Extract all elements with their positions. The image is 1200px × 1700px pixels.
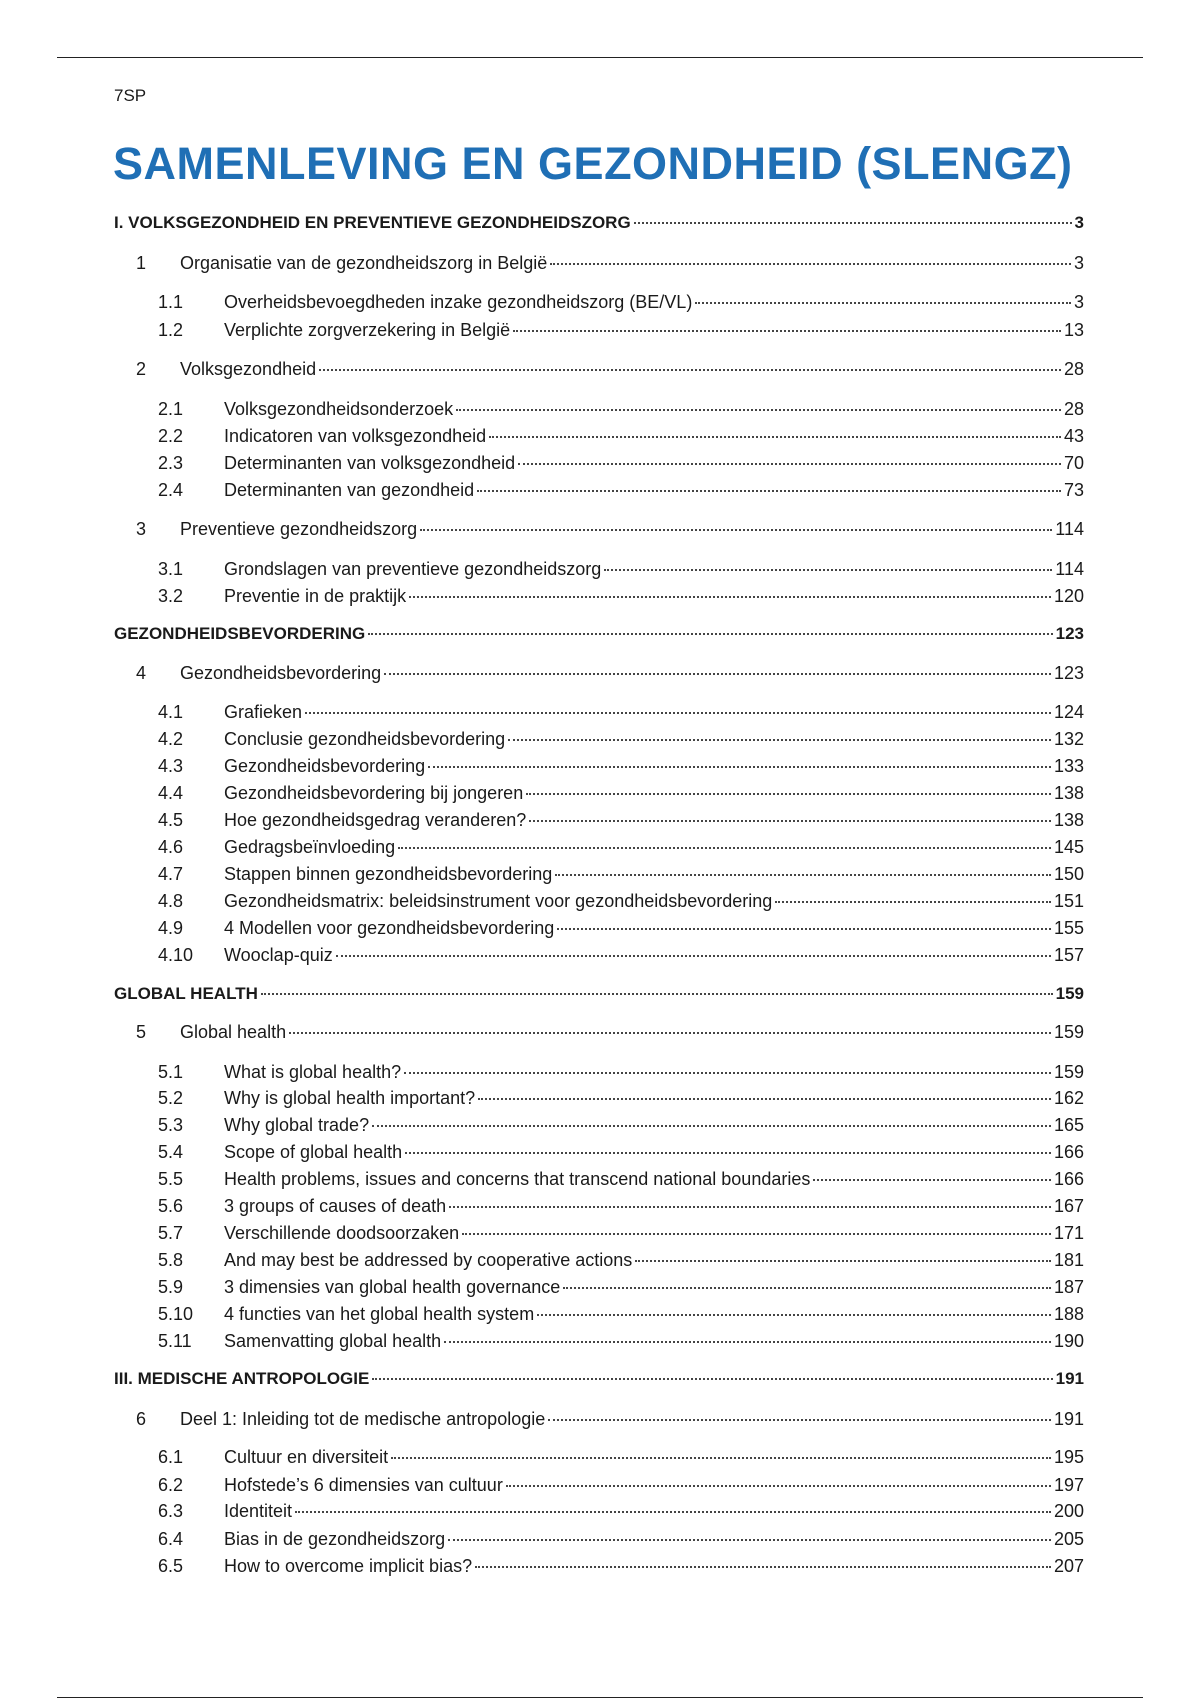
toc-entry[interactable] (136, 358, 1084, 380)
toc-entry-number: 6.4 (158, 1529, 184, 1549)
toc-entry-page: 124 (1053, 702, 1084, 722)
toc-entry-label: GLOBAL HEALTH (114, 984, 258, 1003)
toc-entry-number: 5.11 (158, 1331, 192, 1351)
toc-entry-number: 6 (136, 1409, 147, 1429)
toc-entry-number: 6.3 (158, 1501, 184, 1521)
toc-entry-number: 5.3 (158, 1115, 184, 1135)
toc-entry-number: 4.5 (158, 810, 184, 830)
toc-dot-leader (391, 1457, 1051, 1459)
toc-entry-number: 5.2 (158, 1088, 184, 1108)
toc-entry-page: 162 (1053, 1088, 1084, 1108)
toc-entry-page: 145 (1053, 837, 1084, 857)
toc-entry-page: 159 (1053, 1062, 1084, 1082)
toc-entry-label: Deel 1: Inleiding tot de medische antropologie (180, 1409, 546, 1429)
toc-dot-leader (555, 874, 1051, 876)
toc-dot-leader (405, 1152, 1051, 1154)
toc-entry-number: 5.10 (158, 1304, 194, 1324)
toc-entry-number: 6.2 (158, 1475, 184, 1495)
toc-dot-leader (526, 793, 1051, 795)
toc-entry-page: 188 (1053, 1304, 1084, 1324)
toc-entry-page: 73 (1063, 480, 1084, 500)
toc-dot-leader (462, 1233, 1051, 1235)
toc-entry-label: Preventieve gezondheidszorg (180, 519, 418, 539)
toc-entry[interactable] (158, 585, 1084, 607)
toc-dot-leader (478, 1098, 1051, 1100)
toc-entry-number: 4.1 (158, 702, 184, 722)
toc-entry-page: 159 (1055, 984, 1084, 1003)
toc-entry[interactable] (158, 1446, 1084, 1468)
toc-entry[interactable] (158, 944, 1084, 966)
toc-entry-number: 2.4 (158, 480, 184, 500)
toc-entry-page: 138 (1053, 810, 1084, 830)
toc-entry[interactable] (158, 1330, 1084, 1352)
toc-dot-leader (557, 928, 1051, 930)
toc-entry[interactable] (158, 319, 1084, 341)
toc-entry-label: Verschillende doodsoorzaken (224, 1223, 460, 1243)
toc-entry[interactable] (136, 1021, 1084, 1043)
toc-dot-leader (695, 302, 1071, 304)
toc-entry-label: Bias in de gezondheidszorg (224, 1529, 446, 1549)
toc-dot-leader (634, 222, 1072, 224)
toc-entry-label: I. VOLKSGEZONDHEID EN PREVENTIEVE GEZONDHEIDSZORG (114, 213, 631, 232)
toc-entry[interactable] (136, 662, 1084, 684)
toc-entry-page: 114 (1055, 559, 1084, 579)
toc-entry-label: GEZONDHEIDSBEVORDERING (114, 624, 366, 643)
toc-dot-leader (518, 463, 1061, 465)
toc-dot-leader (336, 955, 1051, 957)
toc-entry-label: Gezondheidsbevordering (224, 756, 426, 776)
toc-entry[interactable] (158, 1087, 1084, 1109)
toc-entry-label: Hoe gezondheidsgedrag veranderen? (224, 810, 527, 830)
toc-entry-page: 133 (1053, 756, 1084, 776)
toc-entry-label: 4 functies van het global health system (224, 1304, 535, 1324)
toc-entry-label: Global health (180, 1022, 287, 1042)
toc-dot-leader (813, 1179, 1051, 1181)
toc-entry[interactable] (158, 1474, 1084, 1496)
document-title: SAMENLEVING EN GEZONDHEID (SLENGZ) (113, 138, 1073, 189)
toc-entry-page: 155 (1053, 918, 1084, 938)
toc-dot-leader (477, 490, 1061, 492)
toc-entry-page: 123 (1055, 624, 1084, 643)
toc-entry-number: 3 (136, 519, 147, 539)
toc-entry-page: 200 (1053, 1501, 1084, 1521)
toc-dot-leader (529, 820, 1051, 822)
toc-entry-number: 3.1 (158, 559, 184, 579)
toc-dot-leader (289, 1032, 1051, 1034)
toc-entry[interactable] (114, 1368, 1084, 1390)
toc-entry[interactable] (158, 1249, 1084, 1271)
toc-entry-label: 4 Modellen voor gezondheidsbevordering (224, 918, 555, 938)
toc-dot-leader (550, 263, 1071, 265)
toc-entry-page: 138 (1053, 783, 1084, 803)
toc-entry[interactable] (158, 1114, 1084, 1136)
toc-entry-label: Conclusie gezondheidsbevordering (224, 729, 506, 749)
toc-dot-leader (384, 673, 1051, 675)
toc-entry[interactable] (158, 890, 1084, 912)
toc-entry-label: Why global trade? (224, 1115, 370, 1135)
toc-dot-leader (508, 739, 1051, 741)
toc-entry-label: How to overcome implicit bias? (224, 1556, 473, 1576)
toc-entry-label: Grondslagen van preventieve gezondheidszorg (224, 559, 602, 579)
toc-entry-number: 4.2 (158, 729, 184, 749)
toc-entry[interactable] (114, 212, 1084, 234)
toc-entry[interactable] (136, 518, 1084, 540)
toc-entry[interactable] (158, 863, 1084, 885)
toc-dot-leader (444, 1341, 1051, 1343)
toc-entry[interactable] (158, 701, 1084, 723)
toc-dot-leader (563, 1287, 1051, 1289)
toc-entry[interactable] (158, 452, 1084, 474)
toc-dot-leader (261, 993, 1053, 995)
toc-dot-leader (409, 596, 1051, 598)
toc-entry[interactable] (158, 1528, 1084, 1550)
toc-entry[interactable] (158, 1195, 1084, 1217)
toc-entry-page: 197 (1053, 1475, 1084, 1495)
toc-entry-number: 2.3 (158, 453, 184, 473)
toc-dot-leader (635, 1260, 1051, 1262)
toc-entry-label: And may best be addressed by cooperative actions (224, 1250, 633, 1270)
toc-entry[interactable] (158, 1500, 1084, 1522)
toc-dot-leader (449, 1206, 1051, 1208)
toc-entry[interactable] (158, 1168, 1084, 1190)
toc-dot-leader (404, 1072, 1051, 1074)
toc-entry-label: III. MEDISCHE ANTROPOLOGIE (114, 1369, 370, 1388)
toc-entry-number: 5.6 (158, 1196, 184, 1216)
toc-entry-number: 5.1 (158, 1062, 184, 1082)
toc-entry-page: 187 (1053, 1277, 1084, 1297)
toc-entry[interactable] (158, 1222, 1084, 1244)
toc-entry-label: 3 groups of causes of death (224, 1196, 447, 1216)
toc-dot-leader (475, 1566, 1051, 1568)
toc-entry[interactable] (158, 479, 1084, 501)
toc-entry[interactable] (158, 1555, 1084, 1577)
toc-entry-page: 190 (1053, 1331, 1084, 1351)
toc-entry-label: Scope of global health (224, 1142, 403, 1162)
toc-entry-page: 43 (1063, 426, 1084, 446)
toc-entry-number: 1 (136, 253, 147, 273)
toc-entry-page: 166 (1053, 1142, 1084, 1162)
toc-entry-page: 181 (1053, 1250, 1084, 1270)
toc-entry[interactable] (114, 983, 1084, 1005)
toc-dot-leader (420, 529, 1052, 531)
toc-entry-number: 4 (136, 663, 147, 683)
toc-entry-number: 2 (136, 359, 147, 379)
toc-entry-label: Gezondheidsbevordering bij jongeren (224, 783, 524, 803)
toc-entry-page: 166 (1053, 1169, 1084, 1189)
toc-dot-leader (604, 569, 1052, 571)
toc-entry-label: Wooclap-quiz (224, 945, 333, 965)
toc-entry-label: Gezondheidsmatrix: beleidsinstrument voor gezondheidsbevordering (224, 891, 773, 911)
toc-entry-number: 4.4 (158, 783, 184, 803)
toc-dot-leader (448, 1539, 1051, 1541)
toc-entry-number: 4.10 (158, 945, 194, 965)
toc-entry-page: 150 (1053, 864, 1084, 884)
toc-entry-label: Determinanten van volksgezondheid (224, 453, 516, 473)
toc-entry-label: Verplichte zorgverzekering in België (224, 320, 511, 340)
toc-entry[interactable] (158, 755, 1084, 777)
toc-entry-label: 3 dimensies van global health governance (224, 1277, 561, 1297)
toc-entry-page: 3 (1074, 213, 1084, 232)
toc-dot-leader (506, 1485, 1051, 1487)
toc-entry-page: 28 (1063, 399, 1084, 419)
toc-dot-leader (305, 712, 1051, 714)
toc-entry-label: Stappen binnen gezondheidsbevordering (224, 864, 553, 884)
toc-dot-leader (368, 633, 1052, 635)
toc-entry-label: Volksgezondheid (180, 359, 317, 379)
toc-entry[interactable] (158, 1303, 1084, 1325)
toc-entry-label: Cultuur en diversiteit (224, 1447, 389, 1467)
toc-entry-label: Why is global health important? (224, 1088, 476, 1108)
toc-entry-page: 151 (1053, 891, 1084, 911)
toc-dot-leader (319, 369, 1061, 371)
toc-entry-page: 191 (1055, 1369, 1084, 1388)
toc-dot-leader (775, 901, 1051, 903)
toc-entry-page: 195 (1053, 1447, 1084, 1467)
toc-entry-page: 157 (1053, 945, 1084, 965)
toc-entry-number: 1.2 (158, 320, 184, 340)
toc-dot-leader (398, 847, 1051, 849)
toc-entry-number: 4.9 (158, 918, 184, 938)
toc-entry-number: 5.4 (158, 1142, 184, 1162)
toc-entry-page: 171 (1053, 1223, 1084, 1243)
toc-entry[interactable] (158, 425, 1084, 447)
toc-entry-number: 5.9 (158, 1277, 184, 1297)
toc-entry-number: 4.7 (158, 864, 184, 884)
toc-entry-page: 3 (1073, 253, 1084, 273)
toc-entry-label: Health problems, issues and concerns that transcend national boundaries (224, 1169, 811, 1189)
toc-dot-leader (372, 1125, 1051, 1127)
toc-entry-number: 5 (136, 1022, 147, 1042)
toc-entry-label: Identiteit (224, 1501, 293, 1521)
toc-entry[interactable] (136, 1408, 1084, 1430)
toc-entry-number: 4.8 (158, 891, 184, 911)
toc-entry-number: 1.1 (158, 292, 184, 312)
toc-entry-page: 167 (1053, 1196, 1084, 1216)
toc-dot-leader (489, 436, 1061, 438)
bottom-rule (57, 1697, 1143, 1698)
toc-entry[interactable] (136, 252, 1084, 274)
toc-entry[interactable] (158, 1061, 1084, 1083)
toc-entry[interactable] (114, 623, 1084, 645)
toc-entry-page: 159 (1053, 1022, 1084, 1042)
toc-dot-leader (548, 1419, 1051, 1421)
toc-entry[interactable] (158, 1276, 1084, 1298)
toc-entry[interactable] (158, 728, 1084, 750)
toc-dot-leader (456, 409, 1061, 411)
toc-entry-label: Organisatie van de gezondheidszorg in België (180, 253, 548, 273)
toc-dot-leader (513, 330, 1061, 332)
toc-entry[interactable] (158, 809, 1084, 831)
toc-entry-number: 6.5 (158, 1556, 184, 1576)
toc-entry-page: 123 (1053, 663, 1084, 683)
toc-entry-label: Indicatoren van volksgezondheid (224, 426, 487, 446)
toc-entry-label: Determinanten van gezondheid (224, 480, 475, 500)
toc-entry-label: Gedragsbeïnvloeding (224, 837, 396, 857)
toc-entry[interactable] (158, 782, 1084, 804)
toc-entry[interactable] (158, 291, 1084, 313)
toc-entry-page: 120 (1053, 586, 1084, 606)
toc-entry-number: 5.7 (158, 1223, 184, 1243)
toc-entry-number: 6.1 (158, 1447, 184, 1467)
toc-entry-page: 114 (1055, 519, 1084, 539)
toc-dot-leader (372, 1378, 1052, 1380)
toc-entry-label: Hofstede’s 6 dimensies van cultuur (224, 1475, 503, 1495)
toc-entry-number: 4.3 (158, 756, 184, 776)
toc-entry-number: 2.2 (158, 426, 184, 446)
toc-entry-number: 4.6 (158, 837, 184, 857)
toc-entry-page: 3 (1073, 292, 1084, 312)
toc-entry-page: 70 (1063, 453, 1084, 473)
toc-entry-page: 207 (1053, 1556, 1084, 1576)
toc-entry-page: 28 (1063, 359, 1084, 379)
toc-entry-number: 5.8 (158, 1250, 184, 1270)
toc-entry-page: 191 (1053, 1409, 1084, 1429)
toc-entry-label: Overheidsbevoegdheden inzake gezondheidszorg (BE/VL) (224, 292, 693, 312)
toc-entry-label: What is global health? (224, 1062, 402, 1082)
toc-dot-leader (537, 1314, 1051, 1316)
toc-entry-label: Gezondheidsbevordering (180, 663, 382, 683)
toc-entry-page: 13 (1063, 320, 1084, 340)
course-code: 7SP (114, 86, 147, 105)
toc-entry-number: 3.2 (158, 586, 184, 606)
toc-entry-label: Volksgezondheidsonderzoek (224, 399, 454, 419)
toc-entry-page: 132 (1053, 729, 1084, 749)
toc-entry-page: 165 (1053, 1115, 1084, 1135)
toc-dot-leader (428, 766, 1051, 768)
toc-entry[interactable] (158, 558, 1084, 580)
toc-entry-label: Samenvatting global health (224, 1331, 442, 1351)
toc-entry-label: Grafieken (224, 702, 303, 722)
toc-entry[interactable] (158, 836, 1084, 858)
toc-entry-label: Preventie in de praktijk (224, 586, 407, 606)
toc-dot-leader (295, 1511, 1051, 1513)
toc-entry-number: 5.5 (158, 1169, 184, 1189)
toc-entry-number: 2.1 (158, 399, 184, 419)
toc-entry[interactable] (158, 398, 1084, 420)
toc-entry[interactable] (158, 917, 1084, 939)
toc-entry-page: 205 (1053, 1529, 1084, 1549)
toc-entry[interactable] (158, 1141, 1084, 1163)
